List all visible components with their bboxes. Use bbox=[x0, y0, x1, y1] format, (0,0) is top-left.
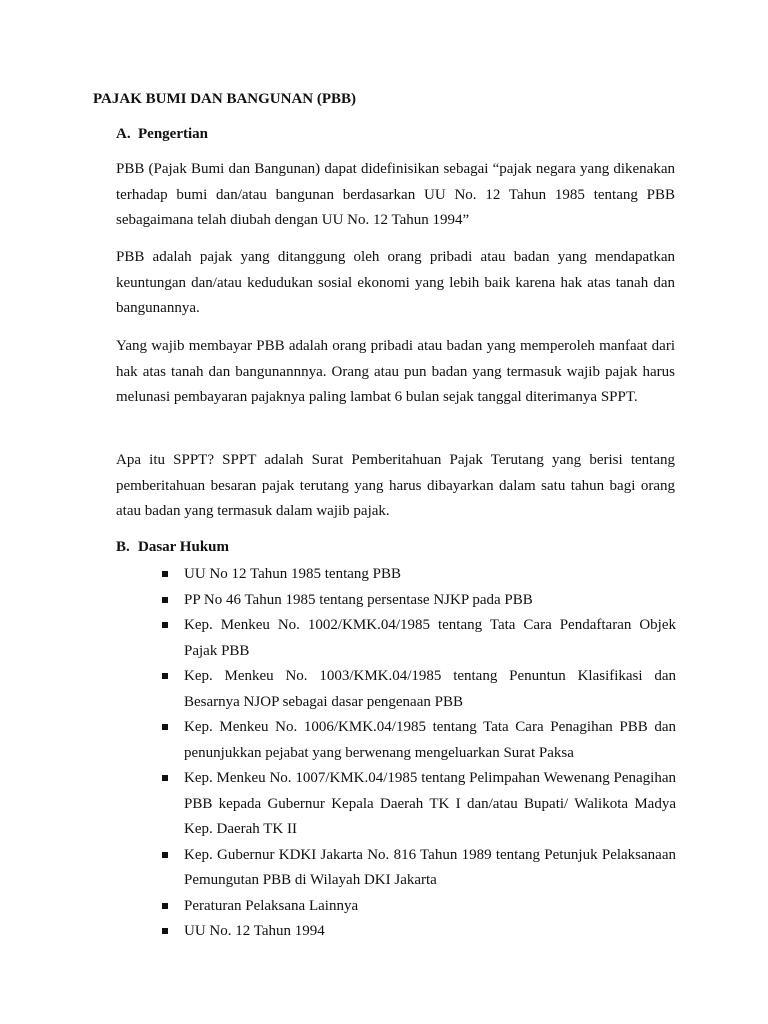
list-item bbox=[160, 588, 676, 614]
list-item-text: Kep. Menkeu No. 1007/KMK.04/1985 tentang Pelimpahan Wewenang Penagihan PBB kepada Gubernur Kepala Daerah TK I dan/atau Bupati/ Walikota Madya Kep. Daerah TK II bbox=[184, 770, 676, 837]
paragraph-tax-bearer: PBB adalah pajak yang ditanggung oleh orang pribadi atau badan yang mendapatkan keuntungan dan/atau kedudukan sosial ekonomi yang lebih baik karena hak atas tanah dan bangunannya. bbox=[116, 249, 675, 316]
square-bullet-icon bbox=[162, 673, 168, 679]
section-letter: B. bbox=[116, 539, 130, 555]
square-bullet-icon bbox=[162, 775, 168, 781]
list-item bbox=[160, 843, 676, 894]
section-title: Dasar Hukum bbox=[138, 539, 229, 555]
square-bullet-icon bbox=[162, 852, 168, 858]
paragraph-obligation: Yang wajib membayar PBB adalah orang pribadi atau badan yang memperoleh manfaat dari hak atas tanah dan bangunannnya. Orang atau pun badan yang termasuk wajib pajak harus melunasi pembayaran pajaknya paling lambat 6 bulan sejak tanggal diterimanya SPPT. bbox=[116, 338, 675, 405]
list-item-text: PP No 46 Tahun 1985 tentang persentase NJKP pada PBB bbox=[184, 591, 533, 608]
section-heading-pengertian bbox=[116, 124, 208, 144]
list-item bbox=[160, 613, 676, 664]
square-bullet-icon bbox=[162, 928, 168, 934]
square-bullet-icon bbox=[162, 903, 168, 909]
square-bullet-icon bbox=[162, 597, 168, 603]
list-item-text: Kep. Menkeu No. 1002/KMK.04/1985 tentang Tata Cara Pendaftaran Objek Pajak PBB bbox=[184, 617, 676, 659]
list-item-text: UU No 12 Tahun 1985 tentang PBB bbox=[184, 566, 402, 582]
list-item bbox=[160, 919, 676, 945]
legal-basis-list bbox=[160, 562, 676, 945]
section-letter: A. bbox=[116, 126, 131, 142]
square-bullet-icon bbox=[162, 724, 168, 730]
list-item bbox=[160, 562, 676, 588]
section-heading-dasar-hukum bbox=[116, 537, 229, 557]
list-item-text: UU No. 12 Tahun 1994 bbox=[184, 923, 325, 939]
list-item bbox=[160, 894, 676, 920]
section-title: Pengertian bbox=[138, 126, 208, 142]
list-item-text: Kep. Gubernur KDKI Jakarta No. 816 Tahun 1989 tentang Petunjuk Pelaksanaan Pemungutan PBB di Wilayah DKI Jakarta bbox=[184, 846, 676, 888]
list-item-text: Kep. Menkeu No. 1003/KMK.04/1985 tentang Penuntun Klasifikasi dan Besarnya NJOP sebagai dasar pengenaan PBB bbox=[184, 668, 676, 710]
paragraph-sppt: Apa itu SPPT? SPPT adalah Surat Pemberitahuan Pajak Terutang yang berisi tentang pemberitahuan besaran pajak terutang yang harus dibayarkan dalam satu tahun bagi orang atau badan yang termasuk dalam wajib pajak. bbox=[116, 452, 675, 519]
document-title: PAJAK BUMI DAN BANGUNAN (PBB) bbox=[93, 91, 357, 107]
list-item-text: Kep. Menkeu No. 1006/KMK.04/1985 tentang Tata Cara Penagihan PBB dan penunjukkan pejabat yang berwenang mengeluarkan Surat Paksa bbox=[184, 719, 676, 761]
list-item bbox=[160, 664, 676, 715]
square-bullet-icon bbox=[162, 571, 168, 577]
square-bullet-icon bbox=[162, 622, 168, 628]
list-item-text: Peraturan Pelaksana Lainnya bbox=[184, 897, 359, 914]
list-item bbox=[160, 766, 676, 843]
paragraph-definition: PBB (Pajak Bumi dan Bangunan) dapat didefinisikan sebagai “pajak negara yang dikenakan terhadap bumi dan/atau bangunan berdasarkan UU No. 12 Tahun 1985 tentang PBB sebagaimana telah diubah dengan UU No. 12 Tahun 1994” bbox=[116, 161, 675, 228]
list-item bbox=[160, 715, 676, 766]
